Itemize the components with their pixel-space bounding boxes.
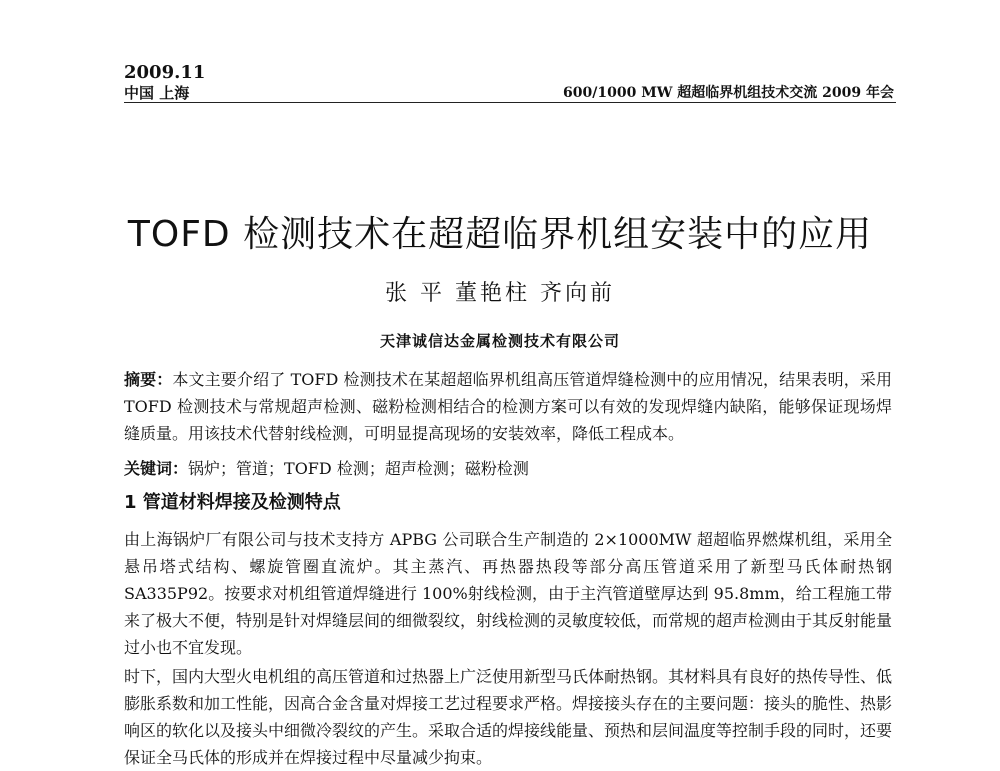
- header-date: 2009.11: [124, 62, 206, 83]
- abstract: [124, 366, 892, 447]
- abstract-label: 摘要：: [124, 370, 173, 389]
- header-conference: 600/1000 MW 超超临界机组技术交流 2009 年会: [563, 85, 894, 101]
- keywords: [124, 455, 892, 482]
- keywords-text: 锅炉；管道；TOFD 检测；超声检测；磁粉检测: [188, 459, 529, 478]
- body-paragraph-1: 由上海锅炉厂有限公司与技术支持方 APBG 公司联合生产制造的 2×1000MW 超超临界燃煤机组，采用全悬吊塔式结构、螺旋管圈直流炉。其主蒸汽、再热器热段等部分高压管道采用了新型马氏体耐热钢 SA335P92。按要求对机组管道焊缝进行 100%射线检测，由于主汽管道壁厚达到 95.8mm，给工程施工带来了极大不便，特别是针对焊缝层间的细微裂纹，射线检测的灵敏度较低，而常规的超声检测由于其反射能量过小也不宜发现。: [124, 530, 893, 657]
- paper-authors: 张 平 董艳柱 齐向前: [385, 281, 615, 306]
- body-paragraph-2: 时下，国内大型火电机组的高压管道和过热器上广泛使用新型马氏体耐热钢。其材料具有良好的热传导性、低膨胀系数和加工性能，因高合金含量对焊接工艺过程要求严格。焊接接头存在的主要问题：接头的脆性、热影响区的软化以及接头中细微冷裂纹的产生。采取合适的焊接线能量、预热和层间温度等控制手段的同时，还要保证全马氏体的形成并在焊接过程中尽量减少拘束。: [124, 667, 893, 767]
- paper-affiliation: 天津诚信达金属检测技术有限公司: [379, 332, 620, 350]
- header-location: 中国 上海: [124, 84, 190, 102]
- abstract-text: 本文主要介绍了 TOFD 检测技术在某超超临界机组高压管道焊缝检测中的应用情况，结果表明，采用 TOFD 检测技术与常规超声检测、磁粉检测相结合的检测方案可以有效的发现焊缝内缺陷，能够保证现场焊缝质量。用该技术代替射线检测，可明显提高现场的安装效率，降低工程成本。: [124, 370, 892, 443]
- keywords-label: 关键词：: [124, 459, 189, 478]
- paper-title: TOFD 检测技术在超超临界机组安装中的应用: [127, 214, 873, 255]
- header-rule: [124, 102, 896, 103]
- section-1-heading: 1 管道材料焊接及检测特点: [124, 492, 341, 513]
